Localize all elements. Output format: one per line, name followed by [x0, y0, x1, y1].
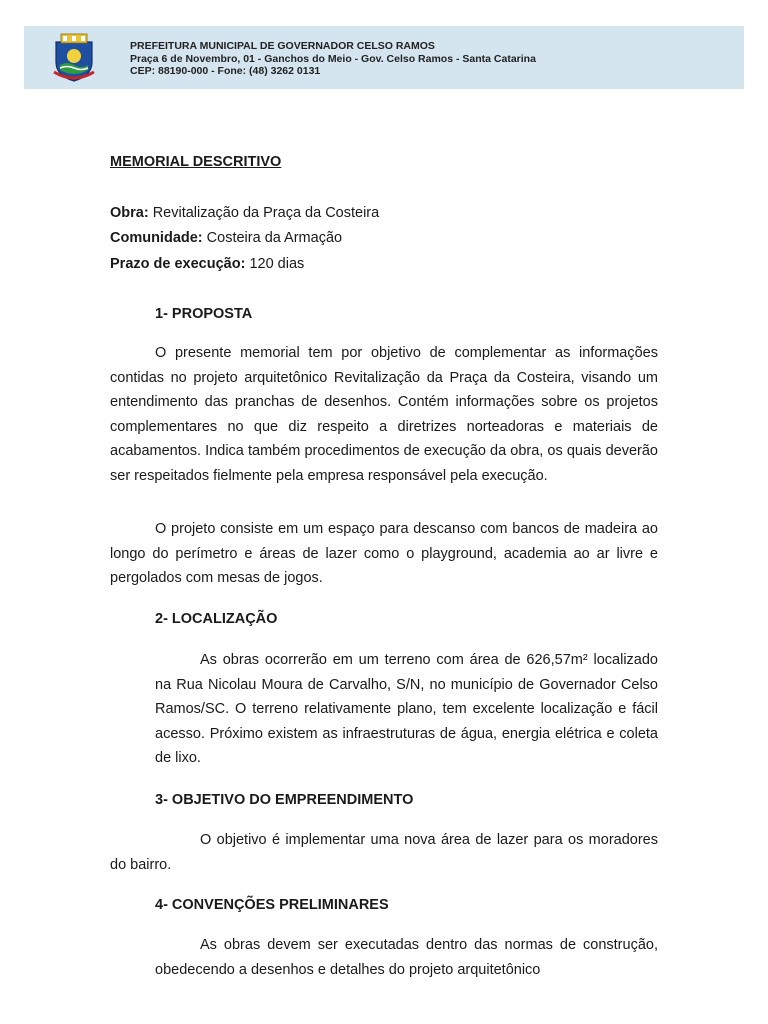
letterhead-line-2: Praça 6 de Novembro, 01 - Ganchos do Meio - Gov. Celso Ramos - Santa Catarina	[130, 52, 536, 65]
section-2-paragraph-1: As obras ocorrerão em um terreno com área de 626,57m² localizado na Rua Nicolau Moura de Carvalho, S/N, no município de Governador Celso Ramos/SC. O terreno relativamente plano, tem excelente localização e fácil acesso. Próximo existem as infraestruturas de água, energia elétrica e coleta de lixo.	[155, 652, 658, 766]
letterhead-line-3: CEP: 88190-000 - Fone: (48) 3262 0131	[130, 65, 321, 77]
section-2-heading: 2- LOCALIZAÇÃO	[155, 611, 278, 627]
section-1-heading: 1- PROPOSTA	[155, 306, 253, 322]
section-3-paragraph-1: O objetivo é implementar uma nova área de lazer para os moradores do bairro.	[110, 832, 658, 873]
letterhead-text	[130, 40, 536, 78]
section-4-heading: 4- CONVENÇÕES PRELIMINARES	[155, 897, 389, 913]
document-title: MEMORIAL DESCRITIVO	[110, 154, 282, 170]
section-4-paragraph-1: As obras devem ser executadas dentro das normas de construção, obedecendo a desenhos e detalhes do projeto arquitetônico	[155, 937, 658, 978]
letterhead	[24, 26, 744, 89]
section-1-paragraph-1: O presente memorial tem por objetivo de complementar as informações contidas no projeto arquitetônico Revitalização da Praça da Costeira, visando um entendimento das pranchas de desenhos. Contém informações sobre os projetos complementares no que diz respeito a diretrizes norteadoras e materiais de acabamentos. Indica também procedimentos de execução da obra, os quais deverão ser respeitados fielmente pela empresa responsável pela execução.	[110, 345, 658, 484]
field-prazo-value: 120 dias	[249, 256, 305, 272]
field-obra-label: Obra:	[110, 205, 149, 221]
field-comunidade-value: Costeira da Armação	[206, 230, 343, 246]
field-obra	[110, 205, 379, 221]
municipal-crest-icon	[52, 32, 96, 82]
field-prazo	[110, 256, 304, 272]
section-3-heading: 3- OBJETIVO DO EMPREENDIMENTO	[155, 792, 414, 808]
letterhead-line-1: PREFEITURA MUNICIPAL DE GOVERNADOR CELSO RAMOS	[130, 40, 435, 52]
field-comunidade	[110, 230, 342, 246]
section-1-paragraph-2: O projeto consiste em um espaço para descanso com bancos de madeira ao longo do perímetro e áreas de lazer como o playground, academia ao ar livre e pergolados com mesas de jogos.	[110, 521, 658, 586]
field-comunidade-label: Comunidade:	[110, 230, 203, 246]
field-obra-value: Revitalização da Praça da Costeira	[152, 205, 380, 221]
field-prazo-label: Prazo de execução:	[110, 256, 246, 272]
